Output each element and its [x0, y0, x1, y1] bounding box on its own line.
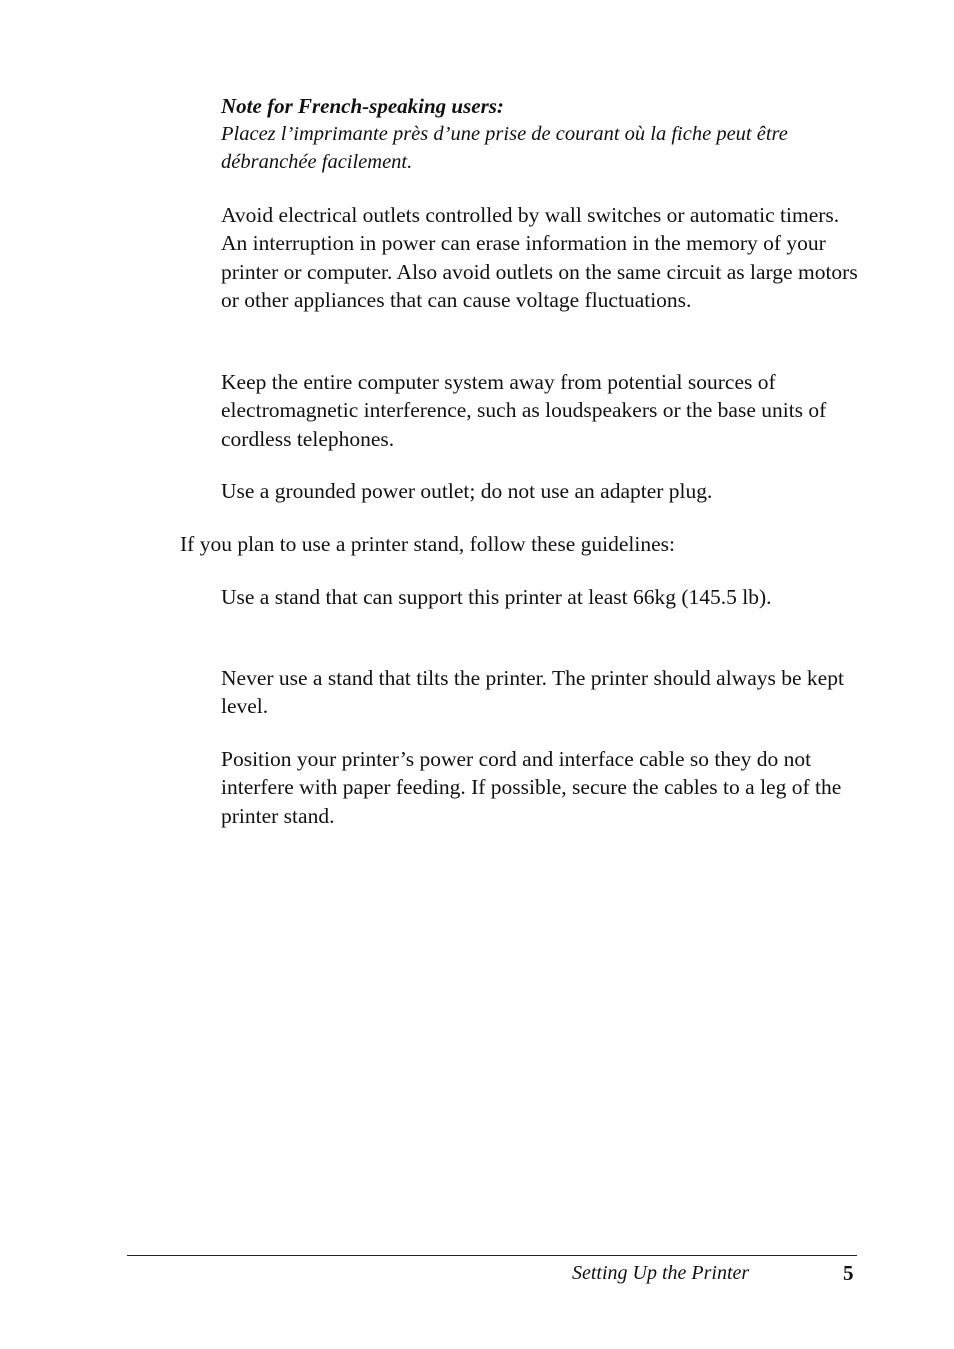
- note-heading: Note for French-speaking users:: [221, 94, 504, 118]
- paragraph-interference: Keep the entire computer system away from potential sources of electromagnetic interference, such as loudspeakers or the base units of cordless telephones.: [221, 370, 827, 451]
- paragraph-outlets: Avoid electrical outlets controlled by wall switches or automatic timers. An interruption in power can erase information in the memory of your printer or computer. Also avoid outlets on the same circuit as large motors or other appliances that can cause voltage fluctuations.: [221, 203, 858, 312]
- paragraph-grounded-outlet: Use a grounded power outlet; do not use an adapter plug.: [221, 479, 713, 503]
- stand-guideline-level: Never use a stand that tilts the printer. The printer should always be kept level.: [221, 666, 844, 719]
- stand-guideline-capacity: Use a stand that can support this printer at least 66kg (145.5 lb).: [221, 585, 772, 609]
- note-text: Placez l’imprimante près d’une prise de courant où la fiche peut être débranchée facilement.: [221, 123, 788, 173]
- footer-rule: [127, 1255, 857, 1256]
- stand-guideline-cables: Position your printer’s power cord and interface cable so they do not interfere with paper feeding. If possible, secure the cables to a leg of the printer stand.: [221, 747, 842, 828]
- stand-intro: If you plan to use a printer stand, follow these guidelines:: [180, 532, 675, 556]
- footer-page-number: 5: [843, 1261, 854, 1285]
- footer-section-title: Setting Up the Printer: [572, 1262, 750, 1284]
- french-note: [221, 92, 861, 176]
